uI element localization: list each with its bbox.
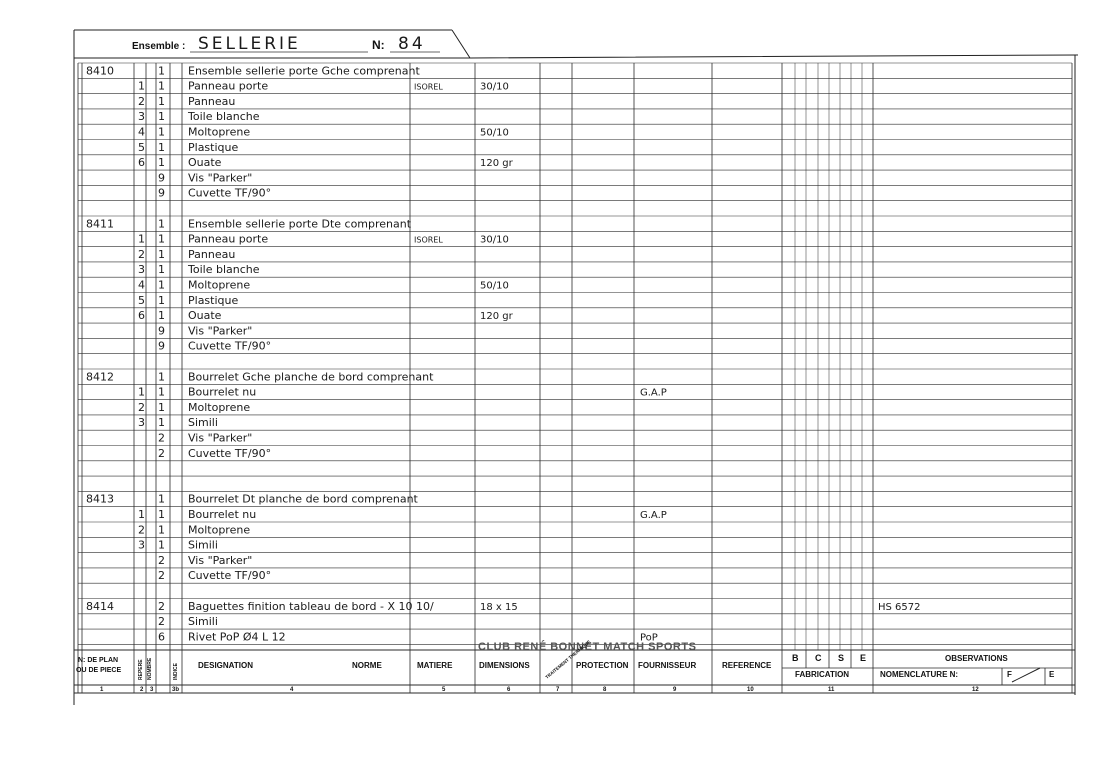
- col-repere: REPERE: [138, 659, 144, 680]
- row-nombre: 1: [158, 125, 165, 139]
- row-nombre: 1: [158, 309, 165, 323]
- row-nombre: 1: [158, 492, 165, 506]
- col-e: E: [860, 653, 867, 663]
- column-number: 3: [150, 687, 154, 693]
- col-fabrication: FABRICATION: [795, 670, 850, 679]
- row-designation: Moltoprene: [188, 523, 251, 537]
- row-nombre: 1: [158, 94, 165, 108]
- col-fournisseur: FOURNISSEUR: [638, 661, 697, 670]
- row-nombre: 1: [158, 400, 165, 414]
- row-nombre: 1: [158, 385, 165, 399]
- column-number: 5: [442, 687, 446, 693]
- column-number: 1: [100, 687, 104, 693]
- row-nombre: 1: [158, 232, 165, 246]
- row-nombre: 9: [158, 339, 165, 353]
- col-s: S: [838, 653, 845, 663]
- row-nombre: 1: [158, 140, 165, 154]
- row-nombre: 1: [158, 263, 165, 277]
- row-plan-number: 8412: [86, 370, 114, 384]
- row-dimensions: 18 x 15: [480, 601, 518, 613]
- row-fournisseur: G.A.P: [640, 387, 667, 399]
- col-reference: REFERENCE: [722, 661, 772, 670]
- row-repere: 2: [138, 94, 145, 108]
- row-designation: Bourrelet nu: [188, 385, 257, 399]
- ensemble-value: SELLERIE: [198, 34, 301, 54]
- row-repere: 2: [138, 523, 145, 537]
- row-designation: Ensemble sellerie porte Gche comprenant: [188, 64, 420, 78]
- row-designation: Cuvette TF/90°: [188, 339, 272, 353]
- row-dimensions: 30/10: [480, 234, 509, 246]
- col-e2: E: [1049, 670, 1055, 679]
- club-stamp: CLUB RENÉ BONNET MATCH SPORTS: [478, 641, 697, 653]
- col-plan-label-2: OU DE PIECE: [76, 667, 122, 674]
- row-designation: Baguettes finition tableau de bord - X 10 10/: [188, 599, 434, 613]
- row-repere: 6: [138, 309, 145, 323]
- row-designation: Simili: [188, 416, 218, 430]
- row-fournisseur: G.A.P: [640, 510, 667, 521]
- row-designation: Panneau porte: [188, 232, 269, 246]
- row-nombre: 1: [158, 278, 165, 292]
- col-b: B: [792, 653, 799, 663]
- row-dimensions: 120 gr: [480, 311, 513, 323]
- row-designation: Plastique: [188, 293, 239, 307]
- row-repere: 3: [138, 110, 145, 124]
- row-designation: Moltoprene: [188, 278, 251, 292]
- column-number: 12: [972, 687, 979, 693]
- row-matiere: ISOREL: [414, 82, 443, 92]
- row-plan-number: 8410: [86, 64, 114, 78]
- column-number: 9: [673, 687, 677, 693]
- row-repere: 5: [138, 293, 145, 307]
- row-designation: Vis "Parker": [188, 553, 253, 567]
- row-dimensions: 30/10: [480, 81, 509, 93]
- row-nombre: 1: [158, 217, 165, 231]
- row-observations: HS 6572: [878, 601, 921, 613]
- column-number: 7: [556, 687, 560, 693]
- row-designation: Vis "Parker": [188, 171, 253, 185]
- row-repere: 2: [138, 400, 145, 414]
- row-repere: 1: [138, 232, 145, 246]
- row-matiere: ISOREL: [414, 235, 443, 245]
- row-repere: 4: [138, 278, 145, 292]
- col-plan-label-1: N: DE PLAN: [78, 657, 119, 664]
- row-repere: 3: [138, 263, 145, 277]
- header: [132, 34, 440, 54]
- row-nombre: 2: [158, 553, 165, 567]
- row-nombre: 1: [158, 416, 165, 430]
- row-repere: 5: [138, 140, 145, 154]
- row-repere: 3: [138, 416, 145, 430]
- number-value: 84: [398, 34, 426, 54]
- row-designation: Moltoprene: [188, 125, 251, 139]
- row-designation: Moltoprene: [188, 400, 251, 414]
- row-repere: 1: [138, 508, 145, 521]
- row-nombre: 1: [158, 79, 165, 93]
- row-designation: Plastique: [188, 140, 239, 154]
- row-dimensions: 50/10: [480, 127, 509, 139]
- col-protection: PROTECTION: [576, 661, 629, 670]
- row-nombre: 1: [158, 370, 165, 384]
- row-nombre: 6: [158, 630, 165, 644]
- col-nombre: NOMBRE: [147, 657, 153, 680]
- ensemble-label: Ensemble :: [132, 41, 186, 52]
- row-nombre: 1: [158, 293, 165, 307]
- row-plan-number: 8414: [86, 599, 114, 613]
- row-designation: Panneau: [188, 247, 236, 261]
- row-nombre: 1: [158, 64, 165, 78]
- row-plan-number: 8413: [86, 492, 114, 506]
- row-repere: 1: [138, 385, 145, 399]
- row-designation: Ouate: [188, 156, 222, 170]
- col-matiere: MATIERE: [417, 661, 453, 670]
- col-dimensions: DIMENSIONS: [479, 661, 530, 670]
- column-number: 11: [828, 687, 835, 693]
- row-dimensions: 50/10: [480, 280, 509, 292]
- col-indice: INDICE: [173, 663, 179, 680]
- row-nombre: 2: [158, 569, 165, 583]
- row-designation: Vis "Parker": [188, 431, 253, 445]
- row-designation: Toile blanche: [188, 263, 260, 277]
- row-designation: Panneau: [188, 94, 236, 108]
- col-observations: OBSERVATIONS: [945, 654, 1008, 663]
- row-designation: Panneau porte: [188, 79, 269, 93]
- row-nombre: 1: [158, 110, 165, 124]
- row-nombre: 9: [158, 324, 165, 338]
- column-number: 4: [290, 687, 294, 693]
- row-designation: Ensemble sellerie porte Dte comprenant: [188, 217, 412, 231]
- column-number: 10: [747, 687, 754, 693]
- row-nombre: 1: [158, 508, 165, 521]
- row-nombre: 9: [158, 186, 165, 200]
- row-plan-number: 8411: [86, 217, 114, 231]
- row-designation: Vis "Parker": [188, 324, 253, 338]
- row-designation: Simili: [188, 615, 218, 629]
- row-dimensions: 120 gr: [480, 158, 513, 170]
- col-traitement: TRAITEMENT THERMIQUE: [544, 639, 592, 680]
- row-nombre: 1: [158, 538, 165, 552]
- row-designation: Bourrelet nu: [188, 508, 257, 521]
- row-designation: Cuvette TF/90°: [188, 569, 272, 583]
- row-fournisseur: PoP: [640, 632, 658, 644]
- row-repere: 3: [138, 538, 145, 552]
- row-designation: Cuvette TF/90°: [188, 446, 272, 460]
- row-repere: 4: [138, 125, 145, 139]
- row-repere: 6: [138, 156, 145, 170]
- column-number: 6: [507, 687, 511, 693]
- col-f: F: [1007, 670, 1012, 679]
- row-nombre: 1: [158, 156, 165, 170]
- column-number: 2: [140, 687, 144, 693]
- row-nombre: 1: [158, 247, 165, 261]
- row-repere: 2: [138, 247, 145, 261]
- row-nombre: 2: [158, 446, 165, 460]
- number-label: N:: [372, 38, 385, 52]
- column-number: 8: [603, 687, 607, 693]
- row-nombre: 9: [158, 171, 165, 185]
- row-designation: Toile blanche: [188, 110, 260, 124]
- row-nombre: 2: [158, 599, 165, 613]
- row-designation: Cuvette TF/90°: [188, 186, 272, 200]
- col-designation: DESIGNATION: [198, 661, 253, 670]
- row-nombre: 1: [158, 523, 165, 537]
- col-c: C: [815, 653, 822, 663]
- row-designation: Rivet PoP Ø4 L 12: [188, 630, 286, 644]
- row-nombre: 2: [158, 615, 165, 629]
- col-norme: NORME: [352, 661, 382, 670]
- row-designation: Simili: [188, 538, 218, 552]
- row-designation: Bourrelet Gche planche de bord comprenant: [188, 370, 434, 384]
- col-nomenclature: NOMENCLATURE N:: [880, 670, 959, 679]
- row-repere: 1: [138, 79, 145, 93]
- column-number: 3b: [172, 687, 180, 693]
- row-designation: Bourrelet Dt planche de bord comprenant: [188, 492, 418, 506]
- row-designation: Ouate: [188, 309, 222, 323]
- row-nombre: 2: [158, 431, 165, 445]
